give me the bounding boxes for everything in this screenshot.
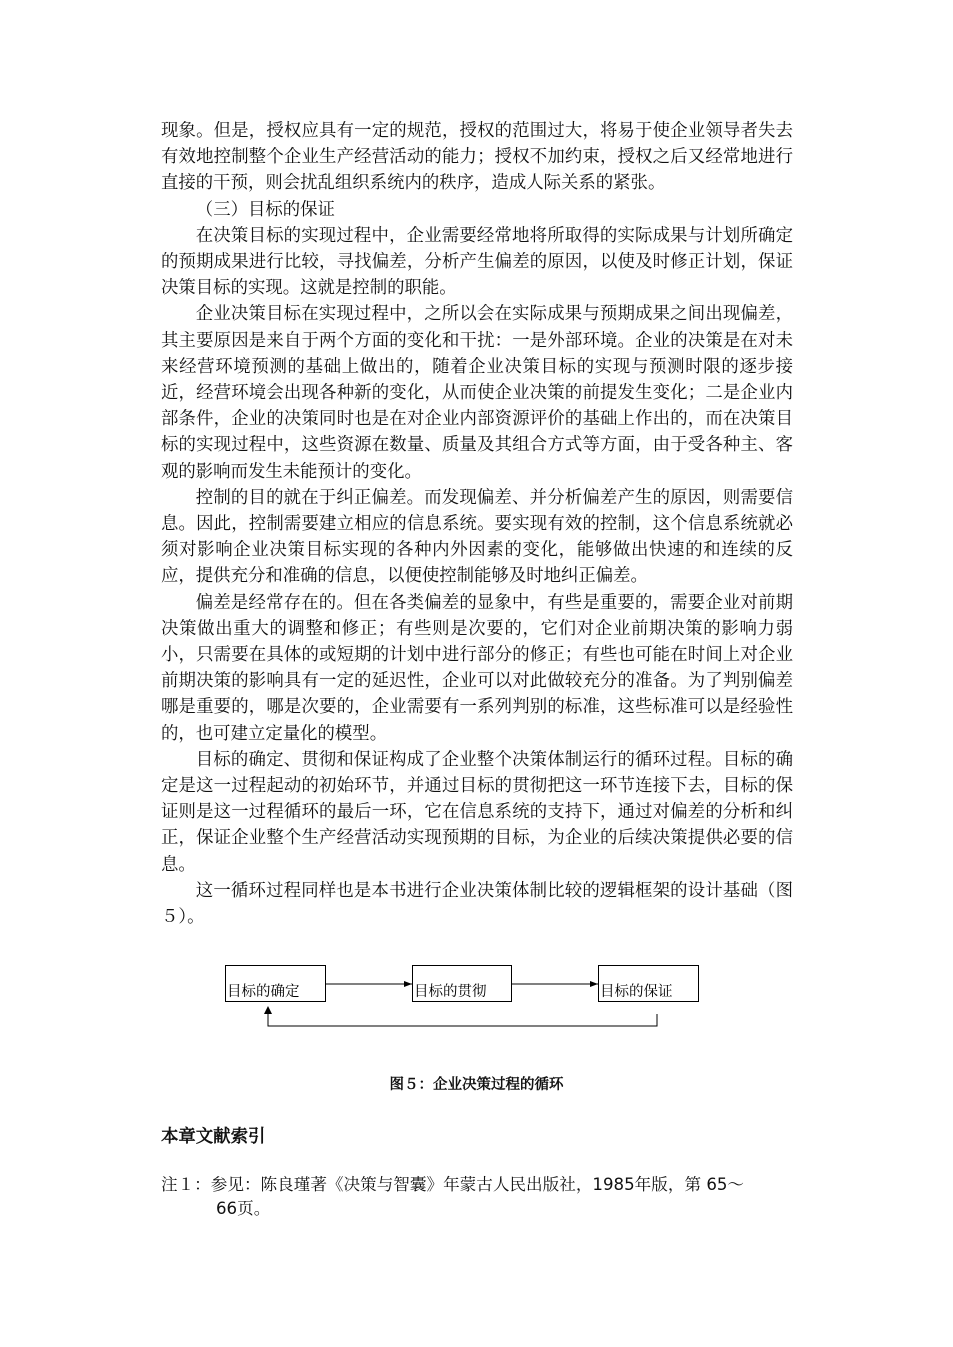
paragraph-control-function: 在决策目标的实现过程中，企业需要经常地将所取得的实际成果与计划所确定的预期成果进行比较，寻找偏差，分析产生偏差的原因，以使及时修正计划，保证决策目标的实现。这就是控制的职能。 bbox=[161, 225, 793, 299]
paragraph-framework: 这一循环过程同样也是本书进行企业决策体制比较的逻辑框架的设计基础（图５）。 bbox=[161, 880, 793, 928]
reference-note bbox=[161, 1173, 793, 1221]
feedback-line bbox=[268, 1013, 657, 1026]
section-heading-goal-assurance: （三）目标的保证 bbox=[195, 199, 335, 220]
box-goal-definition bbox=[225, 965, 326, 1002]
paragraph-authorization: 现象。但是，授权应具有一定的规范，授权的范围过大，将易于使企业领导者失去有效地控制整个企业生产经营活动的能力；授权不加约束，授权之后又经常地进行直接的干预，则会扰乱组织系统内的秩序，造成人际关系的紧张。 bbox=[161, 121, 793, 194]
figure-caption: 图５：企业决策过程的循环 bbox=[389, 1077, 564, 1093]
paragraph-deviation-types: 偏差是经常存在的。但在各类偏差的显象中，有些是重要的，需要企业对前期决策做出重大的调整和修正；有些则是次要的，它们对企业前期决策的影响力弱小，只需要在具体的或短期的计划中进行部分的修正；有些也可能在时间上对企业前期决策的影响具有一定的延迟性，企业可以对此做较充分的准备。为了判别偏差哪是重要的，哪是次要的，企业需要有一系列判别的标准，这些标准可以是经验性的，也可建立定量化的模型。 bbox=[161, 592, 793, 744]
feedback-arrowhead bbox=[264, 1006, 272, 1014]
box-goal-implementation bbox=[412, 965, 512, 1002]
paragraph-deviation-causes: 企业决策目标在实现过程中，之所以会在实际成果与预期成果之间出现偏差，其主要原因是来自于两个方面的变化和干扰：一是外部环境。企业的决策是在对未来经营环境预测的基础上做出的，随着企业决策目标的实现与预测时限的逐步接近，经营环境会出现各种新的变化，从而使企业决策的前提发生变化；二是企业内部条件，企业的决策同时也是在对企业内部资源评价的基础上作出的，而在决策目标的实现过程中，这些资源在数量、质量及其组合方式等方面，由于受各种主、客观的影响而发生未能预计的变化。 bbox=[161, 304, 793, 482]
box-goal-definition-label: 目标的确定 bbox=[227, 984, 300, 1000]
box-goal-implementation-label: 目标的贯彻 bbox=[414, 984, 487, 1000]
paragraph-information-system: 控制的目的就在于纠正偏差。而发现偏差、并分析偏差产生的原因，则需要信息。因此，控制需要建立相应的信息系统。要实现有效的控制，这个信息系统就必须对影响企业决策目标实现的各种内外因素的变化，能够做出快速的和连续的反应，提供充分和准确的信息，以便使控制能够及时地纠正偏差。 bbox=[161, 487, 793, 587]
reference-note-line2: 66页。 bbox=[216, 1199, 271, 1218]
body-text bbox=[161, 118, 793, 930]
decision-cycle-diagram bbox=[200, 955, 740, 1045]
paragraph-cycle-process: 目标的确定、贯彻和保证构成了企业整个决策体制运行的循环过程。目标的确定是这一过程起动的初始环节，并通过目标的贯彻把这一环节连接下去，目标的保证则是这一过程循环的最后一环，它在信息系统的支持下，通过对偏差的分析和纠正，保证企业整个生产经营活动实现预期的目标，为企业的后续决策提供必要的信息。 bbox=[161, 749, 793, 875]
references-heading: 本章文献索引 bbox=[161, 1127, 266, 1147]
box-goal-assurance bbox=[598, 965, 699, 1002]
reference-note-line1: 注１：参见：陈良瑾著《决策与智囊》年蒙古人民出版社，1985年版，第 65～ bbox=[161, 1175, 745, 1194]
box-goal-assurance-label: 目标的保证 bbox=[600, 984, 673, 1000]
